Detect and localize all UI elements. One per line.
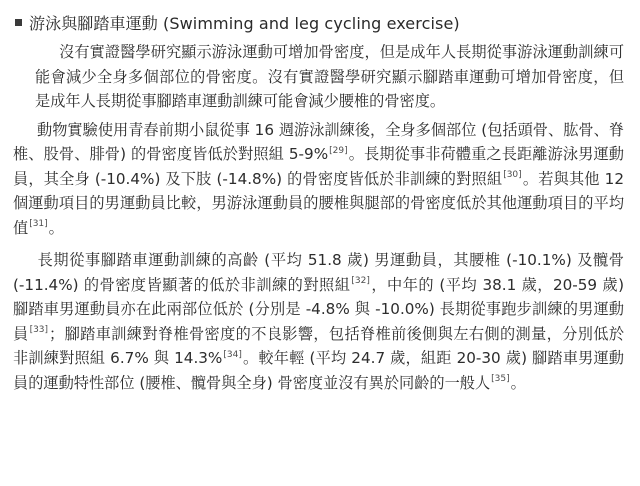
citation-ref-33: [33]	[29, 325, 49, 336]
paragraph-3-text-2: ，中年的 (平均 38.1 歲，20-59 歲) 腳踏車男運動員亦在此兩部位低於 (分別是 -4.8% 與 -10.0%) 長期從事跑步訓練的男運動員	[13, 275, 625, 343]
citation-ref-32: [32]	[351, 276, 370, 287]
section-title: 游泳與腳踏車運動 (Swimming and leg cycling exercise)	[29, 13, 460, 33]
citation-ref-34: [34]	[223, 349, 242, 360]
citation-ref-31: [31]	[29, 219, 48, 230]
paragraph-1	[35, 40, 624, 114]
section-header	[13, 10, 624, 34]
square-bullet-icon	[15, 19, 22, 26]
paragraph-3-text-4: 。較年輕 (平均 24.7 歲，組距 20-30 歲) 腳踏車男運動員的運動特性部位 (腰椎、髖骨與全身) 骨密度並沒有異於同齡的一般人	[13, 349, 624, 392]
citation-ref-29: [29]	[329, 145, 348, 156]
paragraph-1-text: 沒有實證醫學研究顯示游泳運動可增加骨密度，但是成年人長期從事游泳運動訓練可能會減少全身多個部位的骨密度。沒有實證醫學研究顯示腳踏車運動可增加骨密度，但是成年人長期從事腳踏車運動訓練可能會減少腰椎的骨密度。	[35, 43, 624, 110]
paragraph-3-text-3: ；腳踏車訓練對脊椎骨密度的不良影響，包括脊椎前後側與左右側的測量，分別低於非訓練對照組 6.7% 與 14.3%	[13, 324, 625, 367]
paragraph-2-text-2: 。長期從事非荷體重之長距離游泳男運動員，其全身 (-10.4%) 及下肢 (-14.8%) 的骨密度皆低於非訓練的對照組	[13, 145, 624, 188]
paragraph-2-text-4: 。	[48, 218, 64, 237]
paragraph-2	[13, 118, 624, 241]
paragraph-3	[13, 248, 624, 395]
citation-ref-35: [35]	[491, 374, 510, 385]
paragraph-2-text-1: 動物實驗使用青春前期小鼠從事 16 週游泳訓練後，全身多個部位 (包括頭骨、肱骨、脊椎、股骨、腓骨) 的骨密度皆低於對照組 5-9%	[13, 120, 624, 163]
paragraph-3-text-1: 長期從事腳踏車運動訓練的高齡 (平均 51.8 歲) 男運動員，其腰椎 (-10.1%) 及髖骨 (-11.4%) 的骨密度皆顯著的低於非訓練的對照組	[13, 251, 624, 294]
paragraph-3-text-5: 。	[510, 373, 526, 392]
citation-ref-30: [30]	[503, 170, 522, 181]
paragraph-2-text-3: 。若與其他 12 個運動項目的男運動員比較，男游泳運動員的腰椎與腿部的骨密度低於其他運動項目的平均值	[13, 169, 624, 237]
